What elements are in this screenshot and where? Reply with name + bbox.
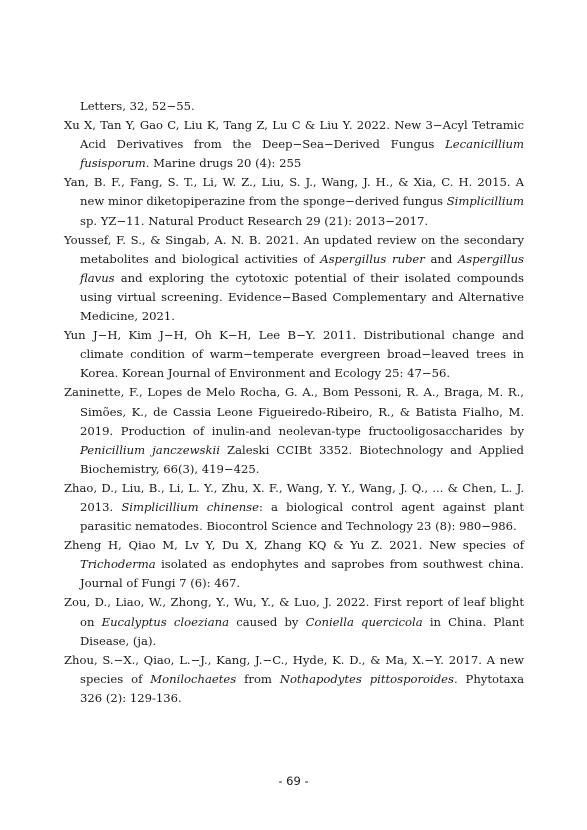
reference-list <box>64 97 524 708</box>
reference-entry <box>64 97 524 116</box>
species-name: Aspergillus flavus <box>80 251 524 285</box>
species-name: Nothapodytes pittosporoides <box>279 671 454 686</box>
reference-entry <box>64 651 524 708</box>
reference-text: Yun J−H, Kim J−H, Oh K−H, Lee B−Y. 2011. Distributional change and climate condition of warm−temperate evergreen broad−leaved trees in Korea. Korean Journal of Environment and Ecology 25: 47−56. <box>64 328 524 381</box>
reference-text: : a biological control agent against plant parasitic nematodes. Biocontrol Science and Technology 23 (8): 980−986. <box>80 499 524 534</box>
reference-text: Zaleski CCIBt 3352. Biotechnology and Applied Biochemistry, 66(3), 419−425. <box>80 442 524 476</box>
reference-text: Yan, B. F., Fang, S. T., Li, W. Z., Liu, S. J., Wang, J. H., & Xia, C. H. 2015. A new minor diketopiperazine from the sponge−derived fungus <box>64 175 524 209</box>
species-name: Monilochaetes <box>150 671 237 686</box>
reference-text: in China. Plant Disease, (ja). <box>80 614 524 648</box>
reference-text: and <box>424 251 458 266</box>
species-name: Trichoderma <box>80 557 156 572</box>
reference-entry <box>64 326 524 383</box>
reference-text: Zhou, S.−X., Qiao, L.−J., Kang, J.−C., Hyde, K. D., & Ma, X.−Y. 2017. A new species of <box>64 652 524 686</box>
species-name: Penicillium janczewskii <box>80 442 220 457</box>
reference-text: Zou, D., Liao, W., Zhong, Y., Wu, Y., & Luo, J. 2022. First report of leaf blight on <box>64 595 524 629</box>
reference-text: Zhao, D., Liu, B., Li, L. Y., Zhu, X. F., Wang, Y. Y., Wang, J. Q., ... & Chen, L. J. 2013. <box>64 480 524 514</box>
page-number: - 69 - <box>278 774 309 788</box>
reference-entry <box>64 479 524 536</box>
species-name: Eucalyptus cloeziana <box>101 614 230 629</box>
reference-entry <box>64 593 524 650</box>
reference-text: . Marine drugs 20 (4): 255 <box>145 156 302 171</box>
reference-text: caused by <box>229 614 306 629</box>
reference-text: Youssef, F. S., & Singab, A. N. B. 2021. An updated review on the secondary metabolites and biological activities of <box>64 232 524 266</box>
reference-entry <box>64 116 524 173</box>
reference-text: Zaninette, F., Lopes de Melo Rocha, G. A., Bom Pessoni, R. A., Braga, M. R., Simões, K., de Cassia Leone Figueiredo-Ribeiro, R., & Batista Fialho, M. 2019. Production of inulin-and neolevan-type fructooligosaccharides by <box>64 385 524 438</box>
reference-text: isolated as endophytes and saprobes from southwest china. Journal of Fungi 7 (6): 467. <box>80 557 524 591</box>
reference-text: and exploring the cytotoxic potential of their isolated compounds using virtual screening. Evidence−Based Complementary and Alternative Medicine, 2021. <box>80 270 524 324</box>
reference-text: from <box>236 671 280 686</box>
reference-text: . Phytotaxa 326 (2): 129-136. <box>80 671 525 705</box>
reference-text: Letters, 32, 52−55. <box>80 99 195 113</box>
species-name: Lecanicillium fusisporum <box>80 137 524 171</box>
species-name: Simplicillium <box>446 194 524 209</box>
reference-text: Xu X, Tan Y, Gao C, Liu K, Tang Z, Lu C & Liu Y. 2022. New 3−Acyl Tetramic Acid Derivatives from the Deep−Sea−Derived Fungus <box>64 118 524 152</box>
reference-entry <box>64 383 524 478</box>
species-name: Coniella quercicola <box>305 614 423 629</box>
reference-text: Zheng H, Qiao M, Lv Y, Du X, Zhang KQ & Yu Z. 2021. New species of <box>64 538 524 553</box>
reference-entry <box>64 231 524 326</box>
species-name: Simplicillium chinense <box>121 499 259 514</box>
reference-entry <box>64 536 524 593</box>
reference-text: sp. YZ−11. Natural Product Research 29 (21): 2013−2017. <box>80 213 429 228</box>
reference-entry <box>64 173 524 230</box>
species-name: Aspergillus ruber <box>320 251 425 266</box>
